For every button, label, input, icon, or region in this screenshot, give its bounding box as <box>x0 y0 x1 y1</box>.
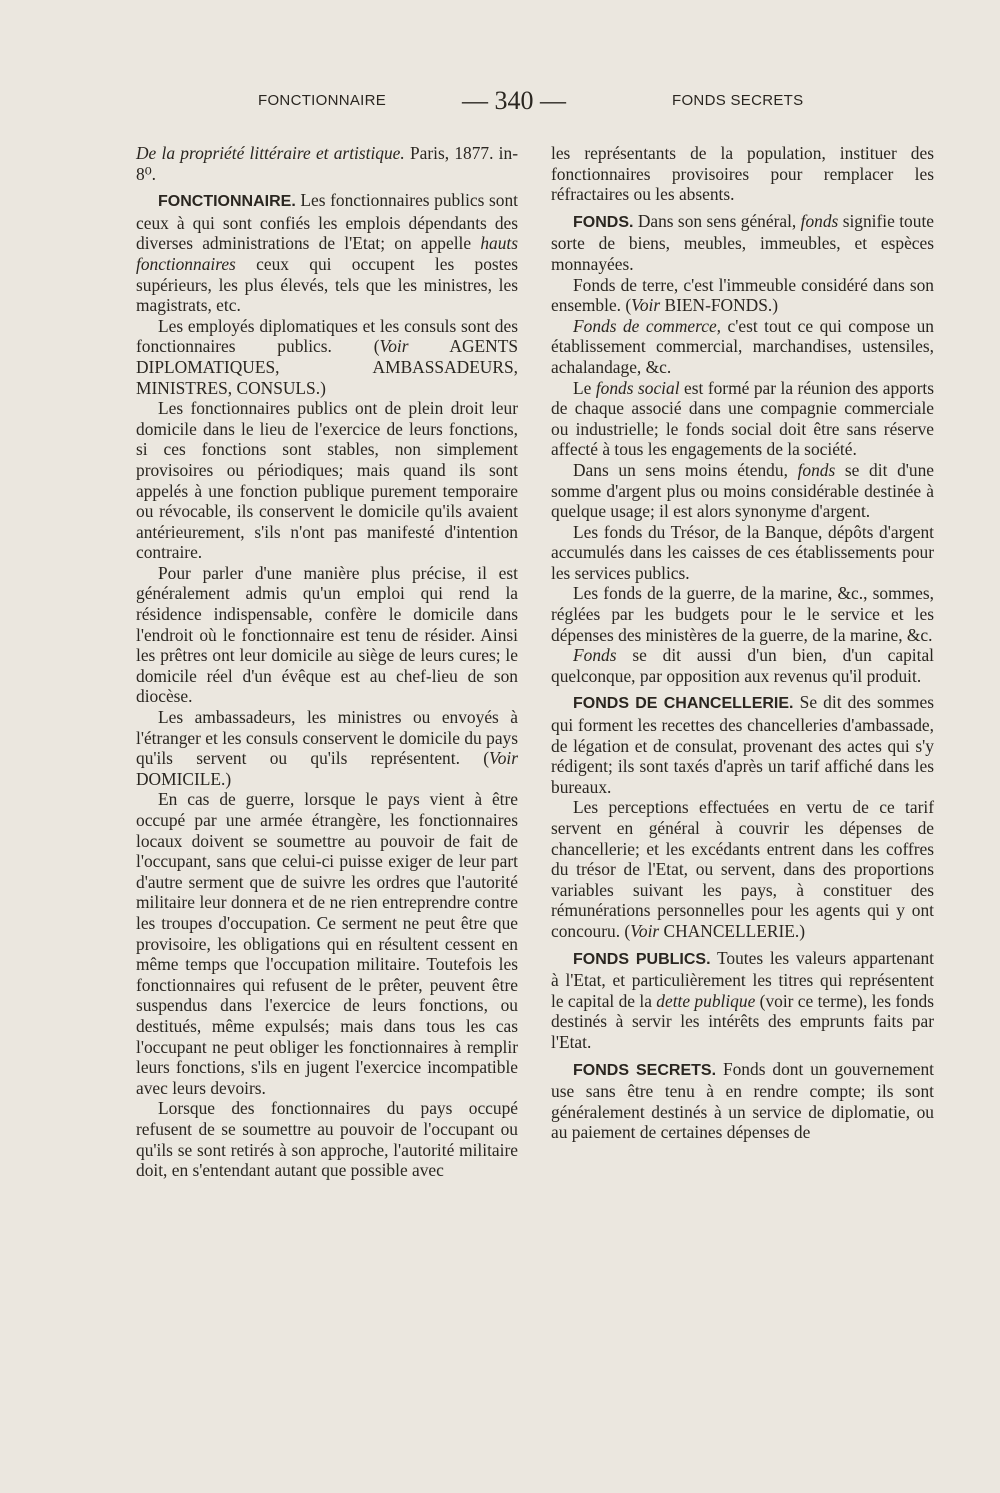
paragraph: Fonds de commerce, c'est tout ce qui compose un établissement commercial, marchandises, ustensiles, achalandage, &c. <box>551 315 934 377</box>
paragraph: Les fonds de la guerre, de la marine, &c., sommes, réglées par les budgets pour le le service et les dépenses des ministères de la guerre, de la marine, &c. <box>551 583 934 645</box>
paragraph: Les employés diplomatiques et les consuls sont des fonctionnaires publics. (Voir AGENTS DIPLOMATIQUES, AMBASSADEURS, MINISTRES, CONSULS.) <box>136 315 518 398</box>
page-number: — 340 — <box>462 86 566 115</box>
entry-fonds-secrets: FONDS SECRETS. Fonds dont un gouvernement use sans être tenu à en rendre compte; ils sont généralement destinés à un service de diplomatie, ou au paiement de certaines dépenses de <box>551 1058 934 1143</box>
paragraph: les représentants de la population, instituer des fonctionnaires provisoires pour remplacer les réfractaires ou les absents. <box>551 143 934 205</box>
paragraph: Les fonctionnaires publics ont de plein droit leur domicile dans le lieu de l'exercice de leurs fonctions, si ces fonctions sont stables, non simplement provisoires ou périodiques; mais quand ils sont appelés à une fonction publique purement temporaire ou révocable, ils conservent le domicile qu'ils avaient antérieurement, s'ils n'ont pas manifesté d'intention contraire. <box>136 398 518 563</box>
entry-fonds-publics: FONDS PUBLICS. Toutes les valeurs appartenant à l'Etat, et particulièrement les titres qui représentent le capital de la dette publique (voir ce terme), les fonds destinés à servir les intérêts des emprunts faits par l'Etat. <box>551 947 934 1052</box>
entry-heading: FONCTIONNAIRE. <box>158 193 296 211</box>
entry-heading: FONDS. <box>573 213 634 231</box>
header-right-keyword: FONDS SECRETS <box>672 92 804 109</box>
paragraph: Les ambassadeurs, les ministres ou envoyés à l'étranger et les consuls conservent le domicile du pays qu'ils servent ou qu'ils représentent. (Voir DOMICILE.) <box>136 707 518 789</box>
paragraph: Dans un sens moins étendu, fonds se dit d'une somme d'argent plus ou moins considérable destinée à quelque usage; il est alors synonyme d'argent. <box>551 459 935 522</box>
entry-heading: FONDS DE CHANCELLERIE. <box>573 695 794 713</box>
entry-heading: FONDS SECRETS. <box>573 1061 717 1079</box>
header-left-keyword: FONCTIONNAIRE <box>258 92 387 109</box>
entry-fonds-de-chancellerie: FONDS DE CHANCELLERIE. Se dit des sommes qui forment les recettes des chancelleries d'ambassade, de légation et de consulat, provenant des actes qui s'y rédigent; ils sont taxés d'après un tarif affiché dans les bureaux. <box>551 692 935 797</box>
left-column <box>136 143 518 1181</box>
entry-heading: FONDS PUBLICS. <box>573 950 711 968</box>
paragraph: Fonds de terre, c'est l'immeuble considéré dans son ensemble. (Voir BIEN-FONDS.) <box>551 274 934 316</box>
paragraph: Les perceptions effectuées en vertu de ce tarif servent en général à couvrir les dépenses de chancellerie; et les excédants entrent dans les coffres du trésor de l'Etat, ou servent, dans des proportions variables suivant les pays, à constituer des rémunérations personnelles pour les agents qui y ont concouru. (Voir CHANCELLERIE.) <box>551 797 934 941</box>
paragraph: Pour parler d'une manière plus précise, il est généralement admis qu'un emploi qui rend la résidence indispensable, confère le domicile dans l'endroit où le fonctionnaire est tenu de résider. Ainsi les prêtres ont leur domicile au siège de leurs cures; le domicile réel d'un évêque est au chef-lieu de son diocèse. <box>136 562 518 707</box>
entry-fonds: FONDS. Dans son sens général, fonds signifie toute sorte de biens, meubles, immeubles, et espèces monnayées. <box>551 210 934 274</box>
paragraph: Le fonds social est formé par la réunion des apports de chaque associé dans une compagnie commerciale ou industrielle; le fonds social doit être sans réserve affecté à tous les engagements de la société. <box>551 377 934 460</box>
paragraph: Fonds se dit aussi d'un bien, d'un capital quelconque, par opposition aux revenus qu'il produit. <box>551 645 934 686</box>
paragraph-reference: De la propriété littéraire et artistique. Paris, 1877. in-8⁰. <box>136 143 518 184</box>
right-column <box>551 143 934 1143</box>
paragraph: Lorsque des fonctionnaires du pays occupé refusent de se soumettre au pouvoir de l'occupant ou qu'ils se sont retirés à son approche, l'autorité militaire doit, en s'entendant autant que possible avec <box>136 1098 518 1181</box>
entry-fonctionnaire: FONCTIONNAIRE. Les fonctionnaires publics sont ceux à qui sont confiés les emplois dépendants des diverses administrations de l'Etat; on appelle hauts fonctionnaires ceux qui occupent les postes supérieurs, les plus élevés, tels que les ministres, les magistrats, etc. <box>136 190 518 316</box>
running-header <box>0 88 1000 118</box>
paragraph: Les fonds du Trésor, de la Banque, dépôts d'argent accumulés dans les caisses de ces établissements pour les services publics. <box>551 521 934 583</box>
paragraph: En cas de guerre, lorsque le pays vient à être occupé par une armée étrangère, les fonctionnaires locaux doivent se soumettre au pouvoir de fait de l'occupant, sans que celui-ci puisse exiger de leur part d'autre serment que de suivre les ordres que l'autorité militaire leur donnera et de ne rien entreprendre contre les troupes d'occupation. Ce serment ne peut être que provisoire, les obligations qui en résultent cessent en même temps que l'occupation militaire. Toutefois les fonctionnaires qui refusent de le prêter, peuvent être suspendus dans l'exercice de leurs fonctions, ou destitués, même expulsés; mais dans tous les cas l'occupant ne peut obliger les fonctionnaires à remplir leurs fonctions, s'ils en jugent l'exercice incompatible avec leurs devoirs. <box>136 789 518 1098</box>
